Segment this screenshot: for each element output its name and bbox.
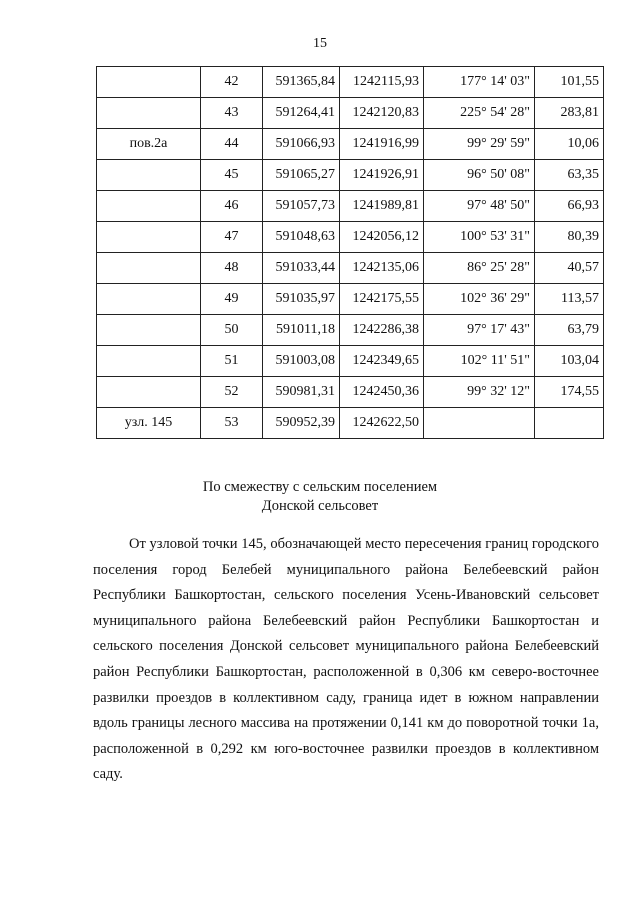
x-coordinate-cell: 591033,44	[263, 253, 340, 284]
direction-angle-cell: 86° 25' 28"	[424, 253, 535, 284]
table-row	[97, 160, 604, 191]
direction-angle-cell: 99° 32' 12"	[424, 377, 535, 408]
y-coordinate-cell: 1241916,99	[340, 129, 424, 160]
x-coordinate-cell: 591264,41	[263, 98, 340, 129]
x-coordinate-cell: 591057,73	[263, 191, 340, 222]
point-name-cell	[97, 222, 201, 253]
page-number: 15	[313, 36, 327, 51]
direction-angle-cell: 102° 11' 51"	[424, 346, 535, 377]
distance-cell: 113,57	[535, 284, 604, 315]
distance-cell	[535, 408, 604, 439]
point-name-cell: узл. 145	[97, 408, 201, 439]
table-row	[97, 253, 604, 284]
point-name-cell	[97, 377, 201, 408]
x-coordinate-cell: 591011,18	[263, 315, 340, 346]
point-number-cell: 49	[201, 284, 263, 315]
y-coordinate-cell: 1242135,06	[340, 253, 424, 284]
point-name-cell	[97, 315, 201, 346]
direction-angle-cell: 96° 50' 08"	[424, 160, 535, 191]
point-name-cell	[97, 346, 201, 377]
point-name-cell	[97, 67, 201, 98]
x-coordinate-cell: 591065,27	[263, 160, 340, 191]
coordinates-table	[96, 66, 604, 439]
coordinates-table-body	[97, 67, 604, 439]
point-number-cell: 46	[201, 191, 263, 222]
point-number-cell: 53	[201, 408, 263, 439]
direction-angle-cell: 97° 48' 50"	[424, 191, 535, 222]
table-row	[97, 191, 604, 222]
y-coordinate-cell: 1242349,65	[340, 346, 424, 377]
point-number-cell: 48	[201, 253, 263, 284]
direction-angle-cell: 177° 14' 03"	[424, 67, 535, 98]
distance-cell: 283,81	[535, 98, 604, 129]
direction-angle-cell	[424, 408, 535, 439]
point-name-cell	[97, 284, 201, 315]
point-number-cell: 43	[201, 98, 263, 129]
y-coordinate-cell: 1242056,12	[340, 222, 424, 253]
distance-cell: 66,93	[535, 191, 604, 222]
distance-cell: 80,39	[535, 222, 604, 253]
y-coordinate-cell: 1241926,91	[340, 160, 424, 191]
direction-angle-cell: 97° 17' 43"	[424, 315, 535, 346]
x-coordinate-cell: 591365,84	[263, 67, 340, 98]
distance-cell: 174,55	[535, 377, 604, 408]
y-coordinate-cell: 1242450,36	[340, 377, 424, 408]
point-name-cell	[97, 253, 201, 284]
boundary-description-paragraph: От узловой точки 145, обозначающей место пересечения границ городского поселения город Белебей муниципального района Белебеевский район Республики Башкортостан, сельского поселения Усень-Ивановский сельсовет муниципального района Белебеевский район Республики Башкортостан и сельского поселения Донской сельсовет муниципального района Белебеевский район Республики Башкортостан, расположенной в 0,306 км северо-восточнее развилки проездов в коллективном саду, граница идет в южном направлении вдоль границы лесного массива на протяжении 0,141 км до поворотной точки 1а, расположенной в 0,292 км юго-восточнее развилки проездов в коллективном саду.	[93, 536, 599, 783]
x-coordinate-cell: 590981,31	[263, 377, 340, 408]
point-number-cell: 52	[201, 377, 263, 408]
point-name-cell	[97, 98, 201, 129]
section-heading	[0, 478, 640, 516]
point-number-cell: 50	[201, 315, 263, 346]
direction-angle-cell: 100° 53' 31"	[424, 222, 535, 253]
x-coordinate-cell: 591048,63	[263, 222, 340, 253]
table-row	[97, 67, 604, 98]
distance-cell: 103,04	[535, 346, 604, 377]
y-coordinate-cell: 1242175,55	[340, 284, 424, 315]
table-row	[97, 315, 604, 346]
table-row	[97, 377, 604, 408]
y-coordinate-cell: 1242622,50	[340, 408, 424, 439]
point-number-cell: 51	[201, 346, 263, 377]
x-coordinate-cell: 591003,08	[263, 346, 340, 377]
table-row	[97, 284, 604, 315]
point-number-cell: 44	[201, 129, 263, 160]
distance-cell: 40,57	[535, 253, 604, 284]
y-coordinate-cell: 1242115,93	[340, 67, 424, 98]
y-coordinate-cell: 1242120,83	[340, 98, 424, 129]
table-row	[97, 129, 604, 160]
x-coordinate-cell: 591035,97	[263, 284, 340, 315]
section-heading-line-2: Донской сельсовет	[261, 498, 379, 514]
direction-angle-cell: 225° 54' 28"	[424, 98, 535, 129]
point-number-cell: 47	[201, 222, 263, 253]
point-name-cell	[97, 191, 201, 222]
x-coordinate-cell: 590952,39	[263, 408, 340, 439]
distance-cell: 63,79	[535, 315, 604, 346]
direction-angle-cell: 99° 29' 59"	[424, 129, 535, 160]
point-number-cell: 45	[201, 160, 263, 191]
table-row	[97, 98, 604, 129]
direction-angle-cell: 102° 36' 29"	[424, 284, 535, 315]
table-row	[97, 346, 604, 377]
table-row	[97, 408, 604, 439]
distance-cell: 101,55	[535, 67, 604, 98]
distance-cell: 10,06	[535, 129, 604, 160]
x-coordinate-cell: 591066,93	[263, 129, 340, 160]
section-heading-line-1: По смежеству с сельским поселением	[202, 479, 438, 495]
y-coordinate-cell: 1242286,38	[340, 315, 424, 346]
point-name-cell: пов.2а	[97, 129, 201, 160]
point-number-cell: 42	[201, 67, 263, 98]
table-row	[97, 222, 604, 253]
y-coordinate-cell: 1241989,81	[340, 191, 424, 222]
point-name-cell	[97, 160, 201, 191]
distance-cell: 63,35	[535, 160, 604, 191]
